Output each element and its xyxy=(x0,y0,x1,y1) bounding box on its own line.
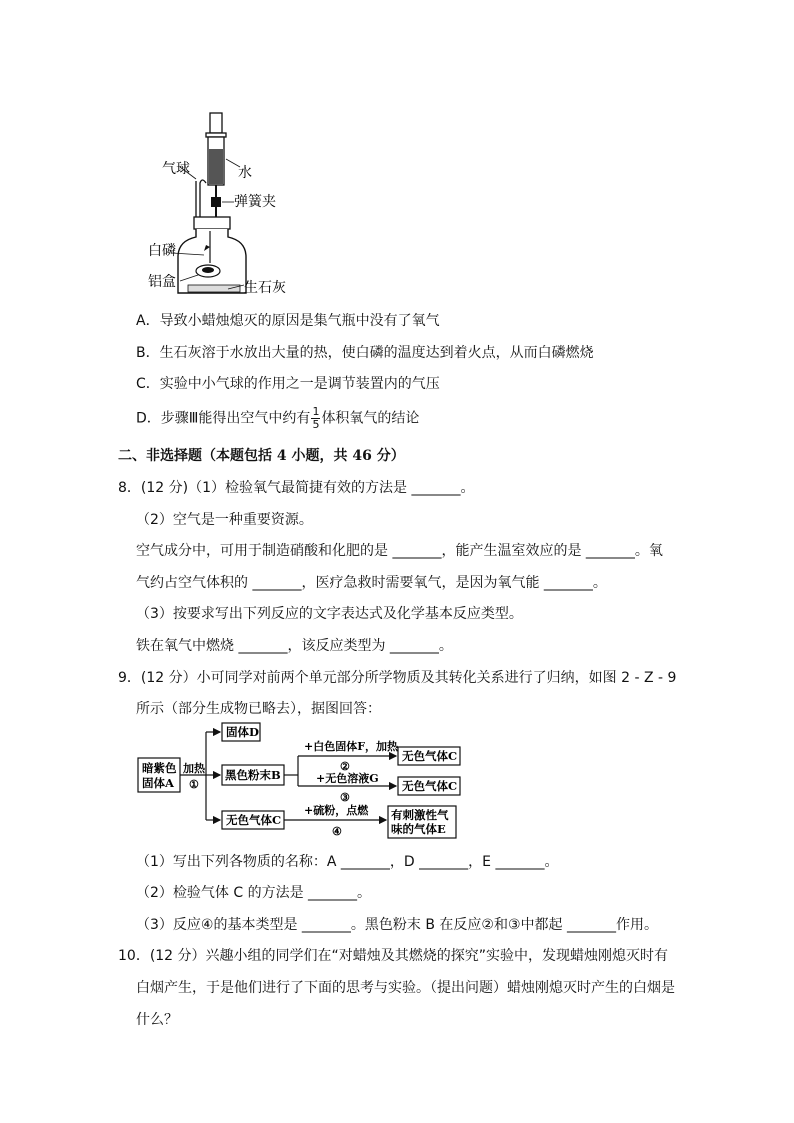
box-a-line1: 暗紫色 xyxy=(142,761,177,775)
q8-line3: 空气成分中，可用于制造硝酸和化肥的是 _______，能产生温室效应的是 _______。氧 xyxy=(136,543,663,559)
apparatus-figure xyxy=(140,105,310,300)
option-d xyxy=(136,406,419,431)
q8-line4: 气约占空气体积的 _______，医疗急救时需要氧气，是因为氧气能 _______。 xyxy=(136,575,607,591)
q9-line2: 所示（部分生成物已略去），据图回答： xyxy=(136,701,381,717)
label-balloon: 气球 xyxy=(162,161,190,177)
label-aluminum-box: 铝盒 xyxy=(148,274,176,290)
heat-label: 加热 xyxy=(183,762,205,775)
q10-line3: 什么？ xyxy=(136,1012,178,1028)
label-white-phosphorus: 白磷 xyxy=(148,243,176,259)
step-1: ① xyxy=(189,778,199,791)
fraction-denominator: 5 xyxy=(312,418,320,431)
box-a-line2: 固体A xyxy=(142,776,174,790)
q8-line6: 铁在氧气中燃烧 _______，该反应类型为 _______。 xyxy=(136,638,453,654)
spring-clip xyxy=(211,197,221,207)
q9-sub3: （3）反应④的基本类型是 _______。黑色粉末 B 在反应②和③中都起 _______作用。 xyxy=(136,917,658,933)
syringe-plunger xyxy=(210,113,222,133)
fraction-numerator: 1 xyxy=(312,405,320,418)
box-c1-label: 无色气体C xyxy=(402,749,458,763)
q8-line5: （3）按要求写出下列反应的文字表达式及化学基本反应类型。 xyxy=(136,606,523,622)
option-c: C．实验中小气球的作用之一是调节装置内的气压 xyxy=(136,376,440,392)
q9-sub2: （2）检验气体 C 的方法是 _______。 xyxy=(136,885,372,901)
box-e-line1: 有刺激性气 xyxy=(391,808,449,822)
box-b-label: 黑色粉末B xyxy=(225,768,281,782)
q9-sub1: （1）写出下列各物质的名称：A _______，D _______，E _______。 xyxy=(136,854,559,870)
step-4: ④ xyxy=(332,825,342,838)
fraction-one-fifth xyxy=(311,406,320,431)
option-a: A．导致小蜡烛熄灭的原因是集气瓶中没有了氧气 xyxy=(136,313,440,329)
water-fill xyxy=(209,149,223,184)
option-d-suffix: 体积氧气的结论 xyxy=(321,410,420,427)
option-d-prefix: D．步骤Ⅲ能得出空气中约有 xyxy=(136,410,311,427)
label-quicklime: 生石灰 xyxy=(244,280,286,296)
box-c2-label: 无色气体C xyxy=(402,779,458,793)
option-b: B．生石灰溶于水放出大量的热，使白磷的温度达到着火点，从而白磷燃烧 xyxy=(136,345,594,361)
reaction-flow-diagram xyxy=(136,720,476,842)
stopper xyxy=(194,217,230,229)
q8-line2: （2）空气是一种重要资源。 xyxy=(136,512,313,528)
q9-line1: 9．(12 分）小可同学对前两个单元部分所学物质及其转化关系进行了归纳，如图 2 - Z - 9 xyxy=(118,670,677,686)
step-2: ② xyxy=(340,760,350,773)
arrow2-label: +白色固体F，加热 xyxy=(304,740,399,753)
step-3: ③ xyxy=(340,791,350,804)
q8-line1: 8．(12 分)（1）检验氧气最简捷有效的方法是 _______。 xyxy=(118,480,475,496)
box-c3-label: 无色气体C xyxy=(226,813,282,827)
box-d-label: 固体D xyxy=(226,725,259,739)
label-water: 水 xyxy=(238,165,252,181)
quicklime-layer xyxy=(188,285,240,292)
q10-line2: 白烟产生，于是他们进行了下面的思考与实验。（提出问题）蜡烛刚熄灭时产生的白烟是 xyxy=(136,980,675,996)
gas-bottle xyxy=(178,229,246,293)
arrow3-label: +无色溶液G xyxy=(316,772,379,785)
box-e-line2: 味的气体E xyxy=(391,822,446,836)
section-heading: 二、非选择题（本题包括 4 小题，共 46 分） xyxy=(118,448,405,464)
label-clip: 弹簧夹 xyxy=(234,194,276,210)
q10-line1: 10．(12 分）兴趣小组的同学们在“对蜡烛及其燃烧的探究”实验中，发现蜡烛刚熄灭时有 xyxy=(118,948,669,964)
arrow4-label: +硫粉，点燃 xyxy=(304,804,369,817)
